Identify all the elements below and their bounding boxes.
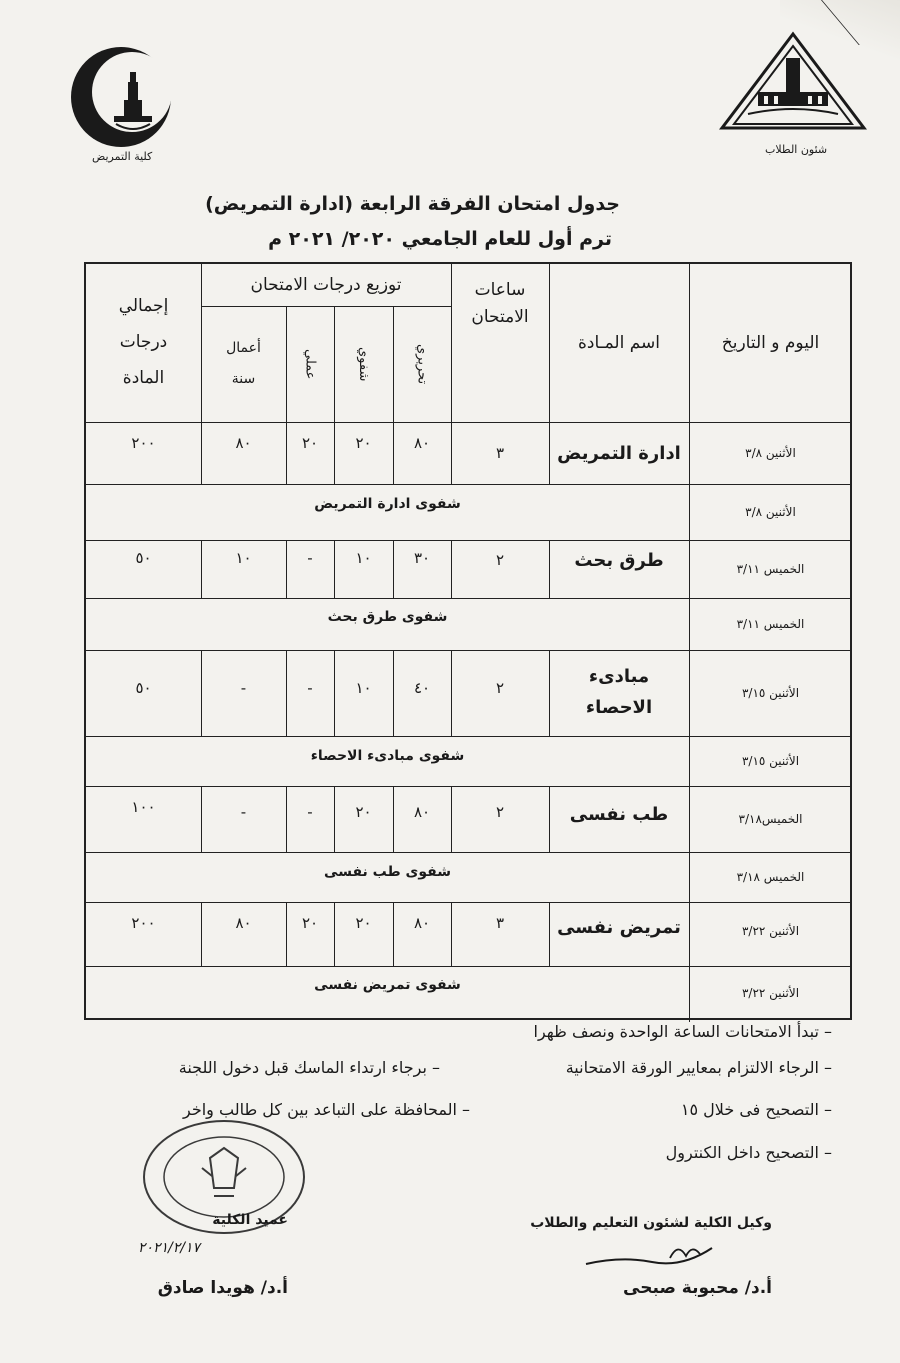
header-hours: ساعات الامتحان bbox=[471, 279, 529, 327]
table-row-written: ٨٠ bbox=[413, 914, 431, 932]
table-row-subject: مبادىء الاحصاء bbox=[585, 666, 653, 718]
table-row-practical: - bbox=[307, 549, 313, 567]
note-wear-mask: – برجاء ارتداء الماسك قبل دخول اللجنة bbox=[178, 1058, 440, 1077]
table-row-year-work: ٨٠ bbox=[235, 914, 252, 932]
oral-exam-label: شفوى تمريض نفسى bbox=[314, 977, 461, 993]
schedule-title: جدول امتحان الفرقة الرابعة (ادارة التمريض) bbox=[205, 193, 620, 215]
table-row-written: ٨٠ bbox=[413, 803, 431, 821]
table-row-practical: ٢٠ bbox=[301, 434, 319, 452]
faculty-caption: كلية التمريض bbox=[92, 150, 153, 163]
table-row-date: الخميس ٣/١١ bbox=[736, 617, 805, 631]
table-row-hours: ٢ bbox=[495, 803, 505, 821]
dean-name: أ.د/ هويدا صادق bbox=[157, 1278, 288, 1298]
table-row-year-work: ١٠ bbox=[235, 549, 252, 567]
header-practical: عملي bbox=[302, 348, 318, 380]
header-subject: اسم المـادة bbox=[577, 333, 661, 353]
table-row-oral: ٢٠ bbox=[355, 803, 372, 821]
table-row-date: الأثنين ٣/٢٢ bbox=[741, 986, 800, 1000]
table-row-total: ٥٠ bbox=[135, 549, 152, 567]
table-row-hours: ٣ bbox=[495, 444, 505, 462]
table-row-written: ٨٠ bbox=[413, 434, 431, 452]
table-row-total: ٥٠ bbox=[135, 679, 152, 697]
student-affairs-caption: شئون الطلاب bbox=[765, 143, 828, 156]
table-row-year-work: ٨٠ bbox=[235, 434, 252, 452]
vice-dean-name: أ.د/ محبوبة صبحى bbox=[623, 1278, 772, 1298]
table-row-oral: ١٠ bbox=[355, 549, 372, 567]
handwritten-date: ٢٠٢١/٢/١٧ bbox=[137, 1240, 200, 1256]
table-row-total: ٢٠٠ bbox=[131, 434, 156, 452]
table-row-date: الخميس ٣/١٨ bbox=[736, 870, 805, 884]
table-row-total: ٢٠٠ bbox=[131, 914, 156, 932]
table-row-date: الأثنين ٣/٨ bbox=[745, 505, 796, 519]
table-row-oral: ٢٠ bbox=[355, 914, 372, 932]
table-row-subject: طب نفسى bbox=[569, 803, 669, 825]
header-written: تحريري bbox=[414, 343, 430, 385]
table-row-date: الأثنين ٣/١٥ bbox=[741, 754, 800, 768]
table-row-subject: ادارة التمريض bbox=[557, 442, 681, 464]
table-row-date: الخميس ٣/١١ bbox=[736, 562, 805, 576]
note-correction-period: – التصحيح فى خلال ١٥ bbox=[680, 1100, 832, 1119]
term-subtitle: ترم أول للعام الجامعي ٢٠٢٠/ ٢٠٢١ م bbox=[268, 228, 612, 250]
table-row-date: الخميس٣/١٨ bbox=[738, 812, 803, 826]
oral-exam-label: شفوى طرق بحث bbox=[327, 609, 448, 625]
table-row-oral: ٢٠ bbox=[355, 434, 372, 452]
table-row-year-work: - bbox=[240, 803, 247, 821]
table-row-date: الأثنين ٣/٢٢ bbox=[741, 924, 800, 938]
table-row-subject: تمريض نفسى bbox=[557, 916, 681, 938]
table-row-date: الأثنين ٣/٨ bbox=[745, 446, 796, 460]
header-total: إجمالي درجات المادة bbox=[118, 296, 169, 388]
faculty-of-nursing-logo bbox=[66, 42, 176, 152]
header-year-work: أعمال سنة bbox=[226, 340, 261, 387]
table-row-date: الأثنين ٣/١٥ bbox=[741, 686, 800, 700]
table-row-total: ١٠٠ bbox=[131, 798, 156, 816]
table-row-subject: طرق بحث bbox=[574, 549, 664, 571]
table-row-hours: ٣ bbox=[495, 914, 505, 932]
note-exam-paper-rules: – الرجاء الالتزام بمعايير الورقة الامتحانية bbox=[565, 1058, 832, 1077]
table-row-written: ٤٠ bbox=[413, 679, 431, 697]
exam-schedule-table bbox=[84, 262, 852, 1020]
table-row-practical: - bbox=[307, 803, 313, 821]
table-row-practical: - bbox=[307, 679, 313, 697]
oral-exam-label: شفوى طب نفسى bbox=[324, 864, 451, 880]
header-oral: شفوي bbox=[356, 346, 371, 382]
header-day-date: اليوم و التاريخ bbox=[721, 333, 820, 353]
table-row-oral: ١٠ bbox=[355, 679, 372, 697]
table-row-written: ٣٠ bbox=[413, 549, 431, 567]
note-start-time: – تبدأ الامتحانات الساعة الواحدة ونصف ظهرا bbox=[533, 1022, 832, 1041]
oral-exam-label: شفوى ادارة التمريض bbox=[314, 496, 461, 512]
oral-exam-label: شفوى مبادىء الاحصاء bbox=[310, 748, 465, 764]
vice-dean-signature bbox=[582, 1238, 717, 1272]
vice-dean-title: وكيل الكلية لشئون التعليم والطلاب bbox=[530, 1215, 772, 1231]
benha-university-logo bbox=[718, 30, 868, 134]
table-row-year-work: - bbox=[240, 679, 247, 697]
dean-title: عميد الكلية bbox=[212, 1212, 288, 1228]
table-row-practical: ٢٠ bbox=[301, 914, 319, 932]
header-distribution: توزيع درجات الامتحان bbox=[250, 275, 402, 295]
table-row-hours: ٢ bbox=[495, 551, 505, 569]
note-social-distancing: – المحافظة على التباعد بين كل طالب واخر bbox=[183, 1100, 470, 1119]
table-row-hours: ٢ bbox=[495, 679, 505, 697]
note-correction-location: – التصحيح داخل الكنترول bbox=[665, 1143, 832, 1162]
